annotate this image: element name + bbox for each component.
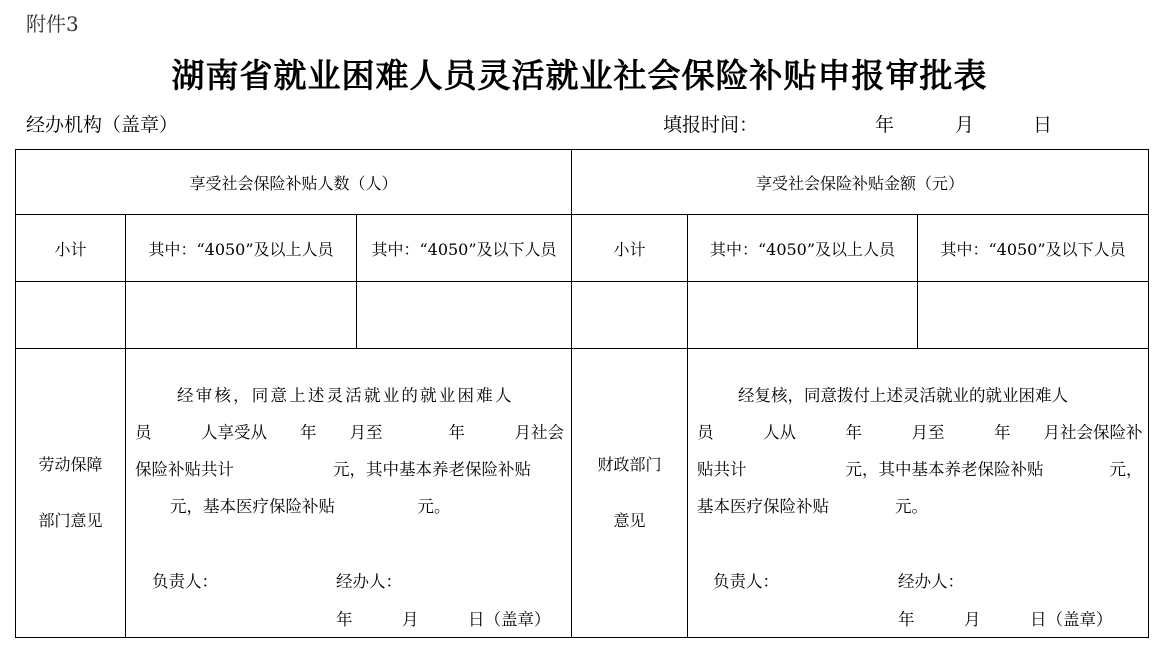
amount-above-4050-header: 其中：“4050”及以上人员 (688, 215, 918, 282)
finance-dept-label (572, 349, 688, 638)
finance-opinion-cell[interactable] (688, 349, 1149, 638)
finance-opinion-line1: 经复核，同意拨付上述灵活就业的就业困难人 (738, 386, 1068, 405)
date-label: 填报时间： (663, 114, 759, 136)
people-count-header: 享受社会保险补贴人数（人） (16, 150, 572, 215)
finance-label-line2: 意见 (613, 511, 646, 530)
annex-label: 附件3 (26, 12, 79, 36)
amount-subtotal-cell[interactable] (572, 282, 688, 349)
labor-opinion-line2: 员 人享受从 年 月至 年 月社会 (135, 423, 564, 442)
people-subtotal-header: 小计 (16, 215, 126, 282)
people-subtotal-cell[interactable] (16, 282, 126, 349)
finance-sign-date: 年 月 日（盖章） (898, 610, 1113, 629)
labor-opinion-line3: 保险补贴共计 元，其中基本养老保险补贴 (135, 460, 531, 479)
finance-responsible-label: 负责人： (713, 572, 779, 591)
labor-label-line2: 部门意见 (38, 511, 103, 530)
labor-label-line1: 劳动保障 (38, 455, 103, 474)
labor-responsible-label: 负责人： (152, 572, 218, 591)
agency-label: 经办机构（盖章） (26, 114, 179, 136)
amount-below-4050-header: 其中：“4050”及以下人员 (918, 215, 1149, 282)
date-year: 年 (875, 114, 895, 136)
finance-handler-label: 经办人： (898, 572, 964, 591)
labor-opinion-line4: 元，基本医疗保险补贴 元。 (170, 497, 451, 516)
labor-handler-label: 经办人： (336, 572, 402, 591)
labor-dept-label (16, 349, 126, 638)
subsidy-approval-table (15, 149, 1149, 638)
amount-above-4050-cell[interactable] (688, 282, 918, 349)
date-day: 日 (1033, 114, 1053, 136)
form-title: 湖南省就业困难人员灵活就业社会保险补贴申报审批表 (171, 56, 988, 95)
date-month: 月 (955, 114, 975, 136)
finance-opinion-line3: 贴共计 元，其中基本养老保险补贴 元， (697, 460, 1143, 479)
finance-opinion-line4: 基本医疗保险补贴 元。 (697, 497, 928, 516)
people-below-4050-header: 其中：“4050”及以下人员 (357, 215, 572, 282)
labor-sign-date: 年 月 日（盖章） (336, 610, 551, 629)
people-above-4050-cell[interactable] (126, 282, 357, 349)
finance-opinion-line2: 员 人从 年 月至 年 月社会保险补 (697, 423, 1143, 442)
finance-label-line1: 财政部门 (597, 455, 662, 474)
amount-header: 享受社会保险补贴金额（元） (572, 150, 1149, 215)
amount-subtotal-header: 小计 (572, 215, 688, 282)
people-below-4050-cell[interactable] (357, 282, 572, 349)
amount-below-4050-cell[interactable] (918, 282, 1149, 349)
people-above-4050-header: 其中：“4050”及以上人员 (126, 215, 357, 282)
labor-opinion-cell[interactable] (126, 349, 572, 638)
labor-opinion-line1: 经审核，同意上述灵活就业的就业困难人 (177, 386, 514, 405)
